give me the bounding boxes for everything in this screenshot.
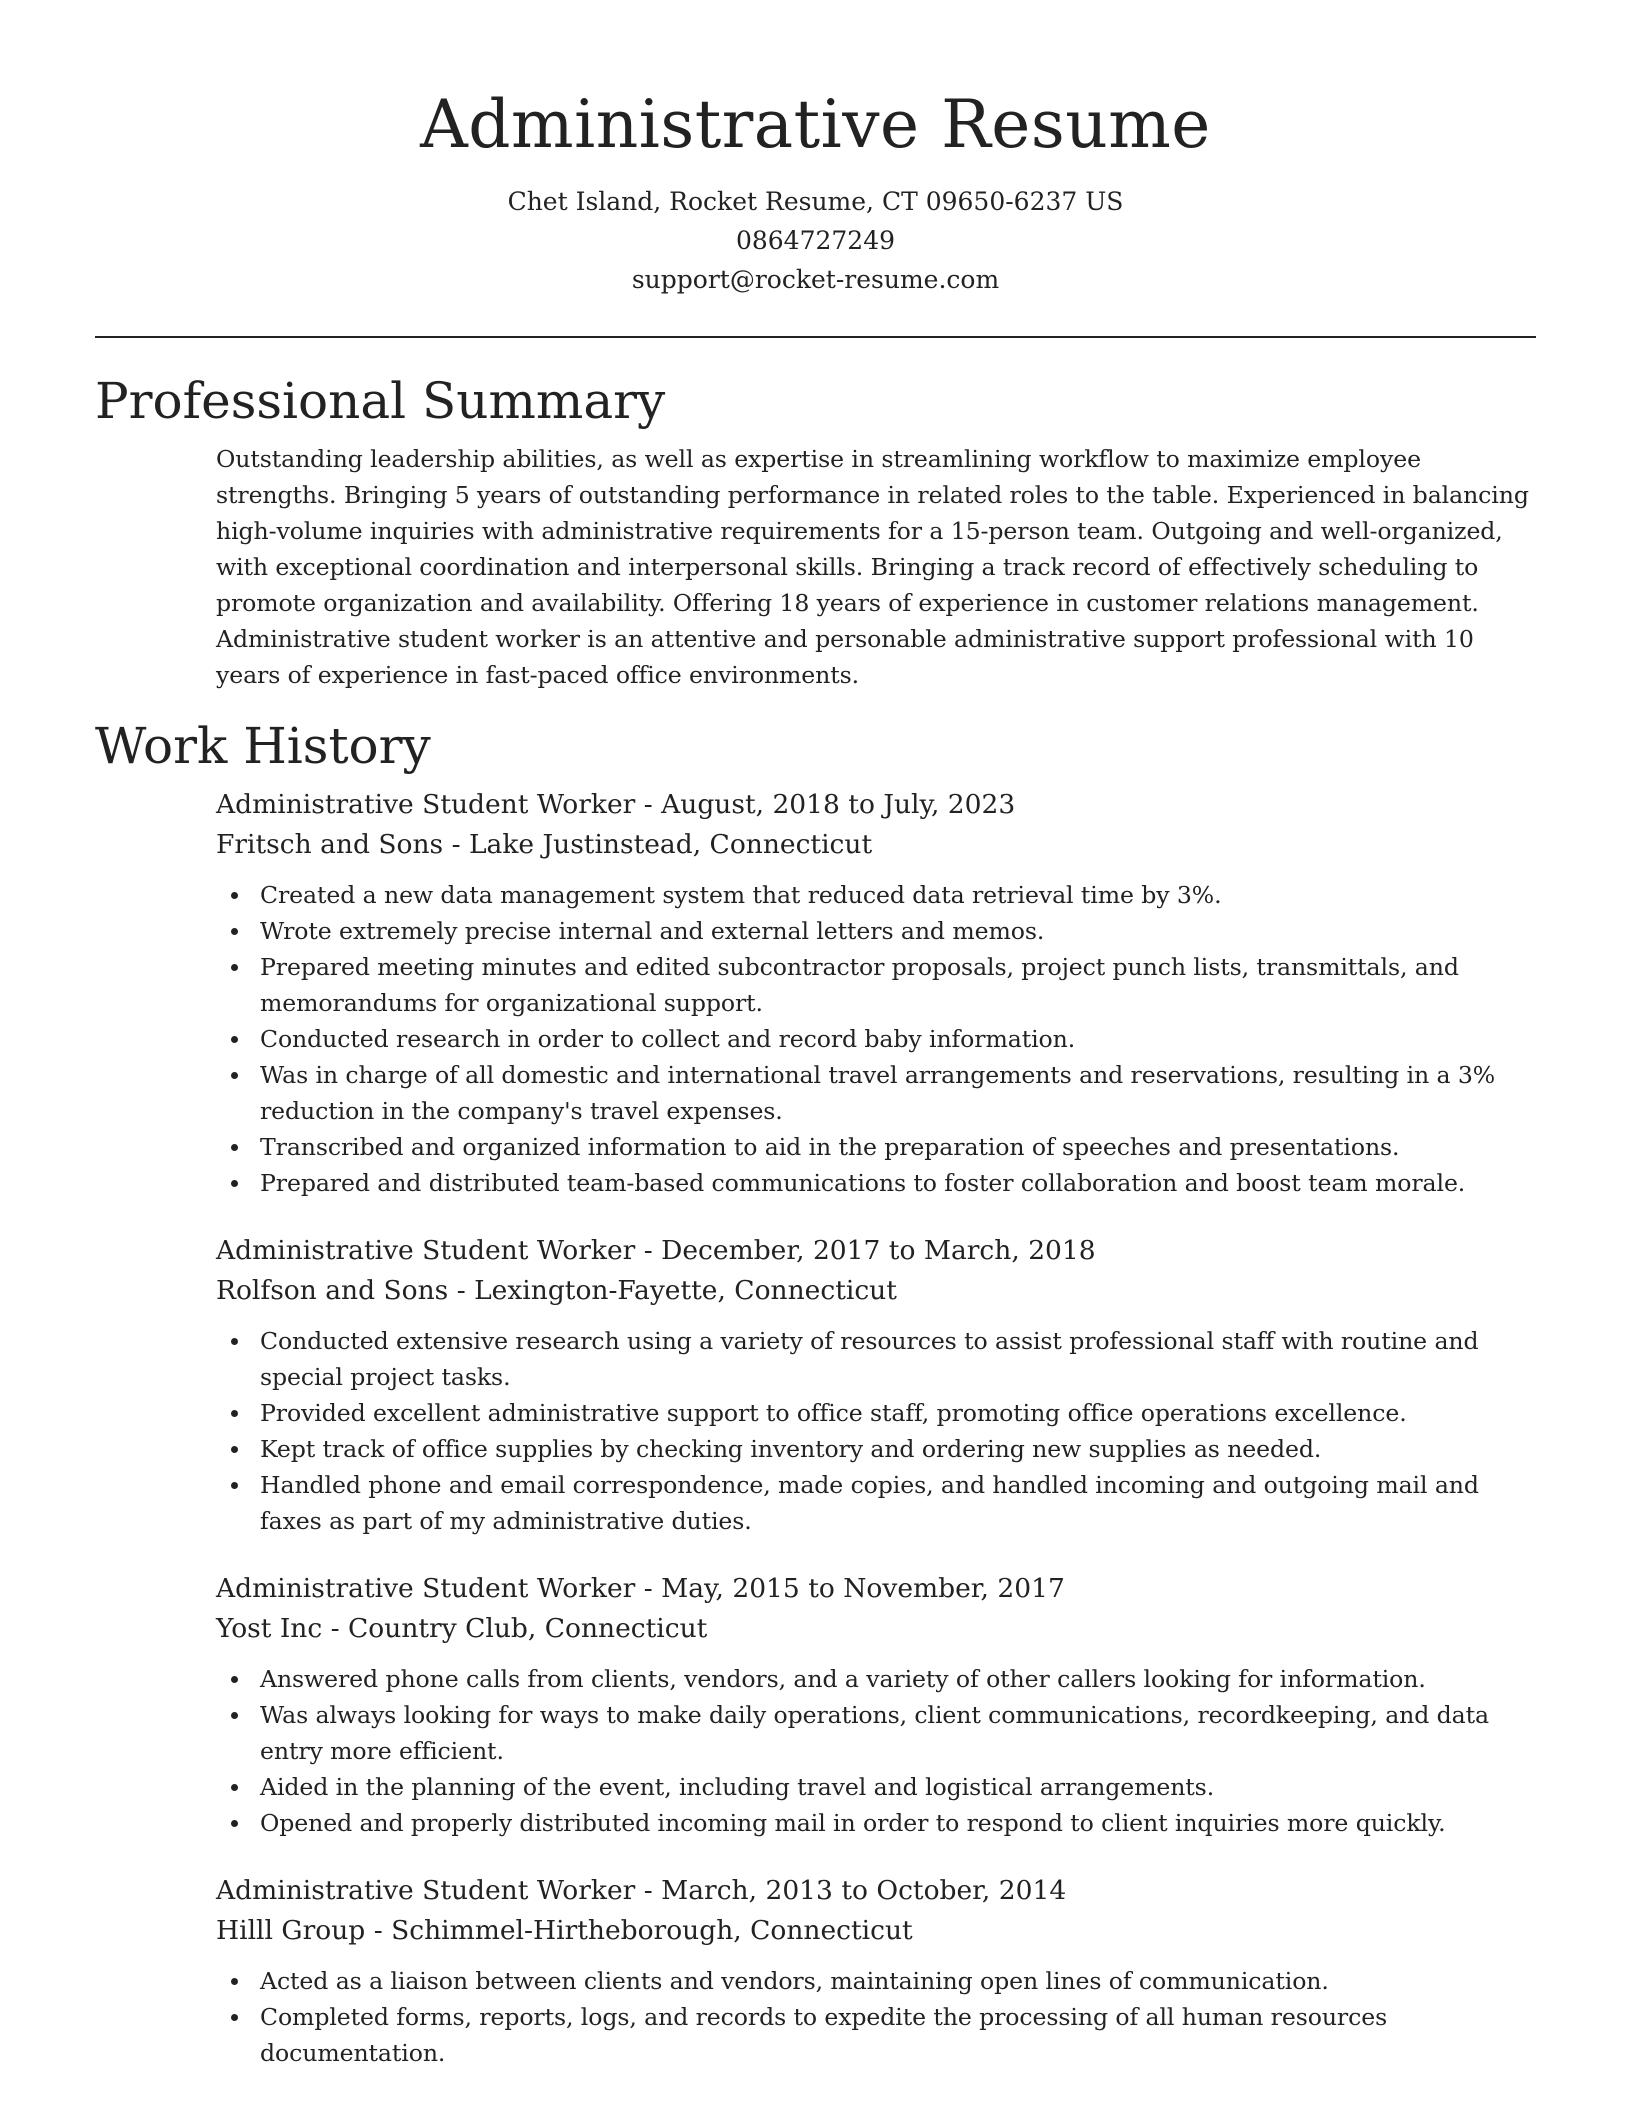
job-company-line: Rolfson and Sons - Lexington-Fayette, Connecticut: [216, 1275, 897, 1306]
job-bullet: Handled phone and email correspondence, made copies, and handled incoming and outgoing mail and faxes as part of my administrative duties.: [260, 1467, 1536, 1539]
resume-header: [95, 0, 1536, 299]
header-divider: [95, 336, 1536, 338]
summary-text: Outstanding leadership abilities, as well as expertise in streamlining workflow to maximize employee strengths. Bringing 5 years of outstanding performance in related roles to the table. Experienced in balancing high-volume inquiries with administrative requirements for a 15-person team. Outgoing and well-organized, with exceptional coordination and interpersonal skills. Bringing a track record of effectively scheduling to promote organization and availability. Offering 18 years of experience in customer relations management. Administrative student worker is an attentive and personable administrative support professional with 10 years of experience in fast-paced office environments.: [216, 445, 1529, 689]
job-entry: [216, 1569, 1536, 1841]
job-bullet: Kept track of office supplies by checking inventory and ordering new supplies as needed.: [260, 1431, 1536, 1467]
job-location: Schimmel-Hirtheborough, Connecticut: [391, 1915, 913, 1946]
job-bullet: Conducted research in order to collect and record baby information.: [260, 1021, 1536, 1057]
job-bullets: [216, 877, 1536, 1201]
job-entry: [216, 1231, 1536, 1539]
job-bullet: Opened and properly distributed incoming mail in order to respond to client inquiries more quickly.: [260, 1805, 1536, 1841]
job-dates: August, 2018 to July, 2023: [661, 789, 1016, 820]
job-bullet: Was in charge of all domestic and international travel arrangements and reservations, resulting in a 3% reduction in the company's travel expenses.: [260, 1057, 1536, 1129]
job-bullet: Answered phone calls from clients, vendors, and a variety of other callers looking for information.: [260, 1661, 1536, 1697]
job-title-line: Administrative Student Worker - August, 2018 to July, 2023: [216, 789, 1016, 820]
job-role: Administrative Student Worker: [216, 1573, 636, 1604]
job-role: Administrative Student Worker: [216, 1875, 636, 1906]
job-bullet: Acted as a liaison between clients and vendors, maintaining open lines of communication.: [260, 1963, 1536, 1999]
job-dates: May, 2015 to November, 2017: [661, 1573, 1065, 1604]
job-dates: March, 2013 to October, 2014: [661, 1875, 1067, 1906]
contact-address: Chet Island, Rocket Resume, CT 09650-6237 US: [507, 187, 1124, 216]
job-location: Lexington-Fayette, Connecticut: [474, 1275, 897, 1306]
contact-info: [95, 182, 1536, 299]
resume-page: [95, 0, 1536, 2071]
job-company: Hilll Group: [216, 1915, 366, 1946]
summary-heading: Professional Summary: [95, 372, 666, 430]
job-company-line: Hilll Group - Schimmel-Hirtheborough, Connecticut: [216, 1915, 913, 1946]
job-company: Fritsch and Sons: [216, 829, 444, 860]
job-company: Rolfson and Sons: [216, 1275, 449, 1306]
job-bullet: Completed forms, reports, logs, and records to expedite the processing of all human resources documentation.: [260, 1999, 1536, 2071]
job-bullet: Prepared and distributed team-based communications to foster collaboration and boost team morale.: [260, 1165, 1536, 1201]
contact-email: support@rocket-resume.com: [631, 265, 1000, 294]
job-entry: [216, 785, 1536, 1201]
job-title-line: Administrative Student Worker - May, 2015 to November, 2017: [216, 1573, 1065, 1604]
job-bullet: Created a new data management system that reduced data retrieval time by 3%.: [260, 877, 1536, 913]
job-bullet: Wrote extremely precise internal and external letters and memos.: [260, 913, 1536, 949]
job-company: Yost Inc: [216, 1613, 323, 1644]
job-title-line: Administrative Student Worker - December, 2017 to March, 2018: [216, 1235, 1096, 1266]
job-entry: [216, 1871, 1536, 2071]
job-bullets: [216, 1661, 1536, 1841]
job-bullet: Transcribed and organized information to aid in the preparation of speeches and presentations.: [260, 1129, 1536, 1165]
job-bullet: Prepared meeting minutes and edited subcontractor proposals, project punch lists, transmittals, and memorandums for organizational support.: [260, 949, 1536, 1021]
job-company-line: Yost Inc - Country Club, Connecticut: [216, 1613, 708, 1644]
job-bullet: Was always looking for ways to make daily operations, client communications, recordkeeping, and data entry more efficient.: [260, 1697, 1536, 1769]
job-bullet: Provided excellent administrative support to office staff, promoting office operations excellence.: [260, 1395, 1536, 1431]
job-company-line: Fritsch and Sons - Lake Justinstead, Connecticut: [216, 829, 873, 860]
job-location: Country Club, Connecticut: [348, 1613, 708, 1644]
job-bullet: Aided in the planning of the event, including travel and logistical arrangements.: [260, 1769, 1536, 1805]
job-role: Administrative Student Worker: [216, 789, 636, 820]
job-role: Administrative Student Worker: [216, 1235, 636, 1266]
job-bullet: Conducted extensive research using a variety of resources to assist professional staff with routine and special project tasks.: [260, 1323, 1536, 1395]
summary-section: [216, 441, 1536, 693]
job-title-line: Administrative Student Worker - March, 2013 to October, 2014: [216, 1875, 1067, 1906]
job-bullets: [216, 1323, 1536, 1539]
job-bullets: [216, 1963, 1536, 2071]
work-history-section: [216, 785, 1536, 2071]
work-history-heading: Work History: [95, 717, 431, 775]
contact-phone: 0864727249: [735, 226, 896, 255]
resume-title: Administrative Resume: [420, 86, 1211, 163]
job-location: Lake Justinstead, Connecticut: [468, 829, 873, 860]
job-dates: December, 2017 to March, 2018: [661, 1235, 1096, 1266]
